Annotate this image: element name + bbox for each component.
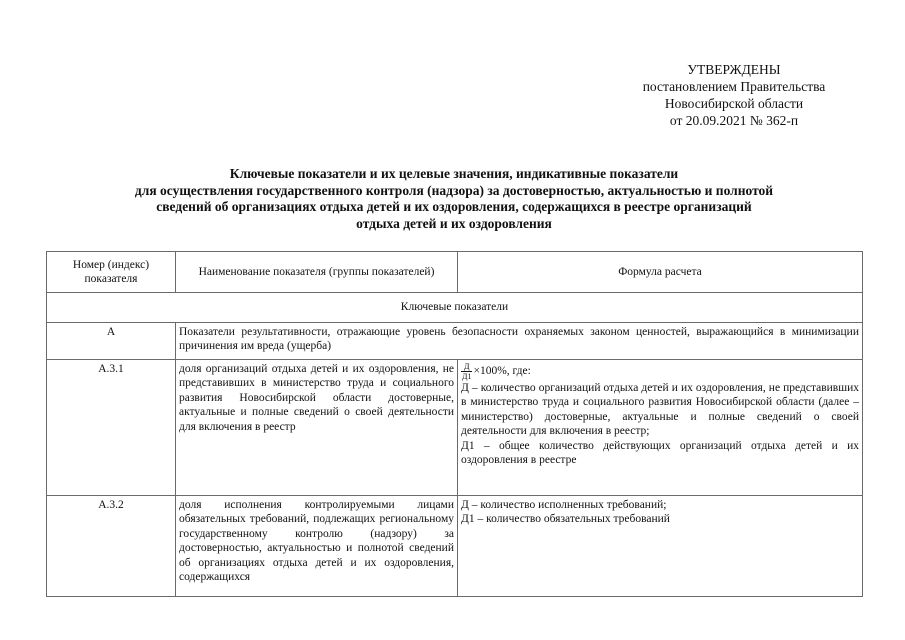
title-line-1: Ключевые показатели и их целевые значения, индикативные показатели: [229, 166, 679, 181]
approval-line-1: постановлением Правительства: [642, 79, 826, 94]
formula-definition-1: Д – количество исполненных требований;: [461, 499, 667, 511]
group-index: А: [47, 323, 176, 360]
header-formula: Формула расчета: [458, 252, 863, 293]
group-row: [47, 323, 863, 360]
header-number: Номер (индекс) показателя: [47, 252, 176, 293]
group-text: Показатели результативности, отражающие уровень безопасности охраняемых законом ценностей, выражающийся в минимизации причинения им вреда (ущерба): [176, 323, 863, 360]
table-header-row: [47, 252, 863, 293]
fraction-denominator: Д1: [462, 372, 472, 381]
row-index: А.3.2: [47, 496, 176, 597]
fraction-numerator: Д: [461, 362, 472, 372]
table-row: [47, 496, 863, 597]
title-line-2: для осуществления государственного контроля (надзора) за достоверностью, актуальностью и полнотой: [134, 182, 774, 198]
document-title: [60, 166, 848, 232]
formula-definition-2: Д1 – количество обязательных требований: [461, 513, 670, 526]
row-name: доля исполнения контролируемыми лицами обязательных требований, подлежащих региональному государственному контролю (надзору) за достоверностью, актуальностью и полнотой сведений об организациях отдыха детей и их оздоровления, содержащихся: [176, 496, 458, 597]
fraction: [461, 362, 472, 381]
title-line-4: отдыха детей и их оздоровления: [356, 215, 552, 231]
header-name: Наименование показателя (группы показателей): [176, 252, 458, 293]
approval-line-3: от 20.09.2021 № 362-п: [669, 113, 799, 128]
formula-definition-2: Д1 – общее количество действующих организаций отдыха детей и их оздоровления в реестре: [461, 439, 859, 467]
row-index: А.3.1: [47, 360, 176, 496]
approval-line-2: Новосибирской области: [664, 96, 804, 111]
formula-expression: [461, 362, 859, 381]
section-row: [47, 293, 863, 323]
section-title: Ключевые показатели: [47, 293, 863, 323]
table-row: [47, 360, 863, 496]
row-formula: [458, 496, 863, 597]
title-line-3: сведений об организациях отдыха детей и их оздоровления, содержащихся в реестре организаций: [156, 199, 752, 214]
approval-heading: УТВЕРЖДЕНЫ: [687, 62, 781, 77]
formula-lead: ×100%, где:: [473, 365, 531, 378]
indicators-table: [46, 251, 863, 597]
approval-block: [600, 61, 868, 129]
row-name: доля организаций отдыха детей и их оздоровления, не представивших в министерство труда и социального развития Новосибирской области достоверные, актуальные и полные сведений о своей деятельности для включения в реестр: [176, 360, 458, 496]
row-formula: [458, 360, 863, 496]
formula-definition-1: Д – количество организаций отдыха детей и их оздоровления, не представивших в министерство труда и социального развития Новосибирской области (далее – министерство) достоверные, актуальные и полные сведений о своей деятельности для включения в реестр;: [461, 382, 859, 438]
